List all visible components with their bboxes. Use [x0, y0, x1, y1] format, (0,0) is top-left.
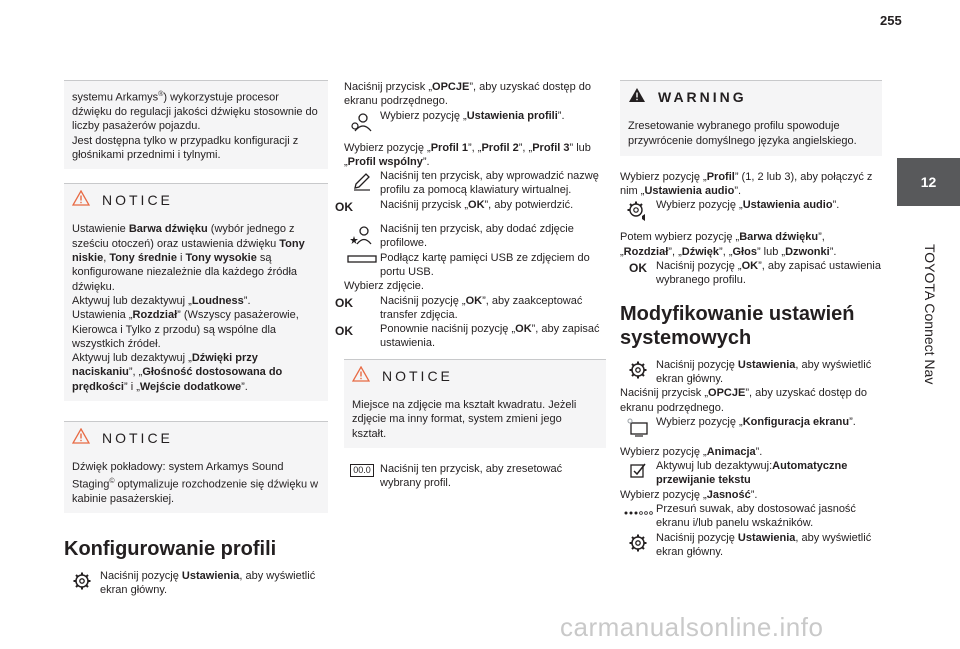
step-settings: Naciśnij pozycję Ustawienia, aby wyświetlić ekran główny.	[64, 569, 328, 598]
chapter-side-label: TOYOTA Connect Nav	[922, 243, 938, 385]
step-settings: Naciśnij pozycję Ustawienia, aby wyświetlić ekran główny.	[620, 358, 882, 387]
step-profile-settings: Wybierz pozycję „Ustawienia profili”.	[344, 109, 606, 133]
step-ok-transfer: OK Naciśnij pozycję „OK”, aby zaakceptować transfer zdjęcia.	[335, 294, 583, 321]
add-photo-icon	[344, 222, 380, 246]
step-settings-home: Naciśnij pozycję Ustawienia, aby wyświetlić ekran główny.	[620, 531, 882, 560]
warning-title: WARNING	[658, 89, 747, 105]
pencil-icon	[344, 169, 380, 191]
warning-triangle-icon	[628, 87, 646, 107]
gear-icon	[620, 358, 656, 380]
notice-box-2: NOTICE Dźwięk pokładowy: system Arkamys Sound Staging© optymalizuje rozchodzenie się dźwięku w kabinie pasażerskiej.	[64, 421, 328, 513]
step-usb: Podłącz kartę pamięci USB ze zdjęciem do portu USB.	[344, 251, 606, 280]
step-ok-save-profile: OK Naciśnij pozycję „OK”, aby zapisać ustawienia wybranego profilu.	[629, 260, 881, 287]
warning-triangle-icon	[352, 366, 370, 386]
chapter-tab[interactable]: 12	[897, 158, 960, 206]
step-audio-settings: Wybierz pozycję „Ustawienia audio”.	[620, 198, 882, 222]
notice-title: NOTICE	[382, 367, 453, 384]
intro-box: systemu Arkamys®) wykorzystuje procesor dźwięku do regulacji jakości dźwięku stosownie do liczby pasażerów pojazdu. Jest dostępna tylko w przypadku konfiguracji z głośnikami przednimi i tylnymi.	[64, 80, 328, 169]
step-screen-config: Wybierz pozycję „Konfiguracja ekranu”.	[620, 415, 882, 437]
profile-settings-icon	[344, 109, 380, 133]
step-ok-confirm: OK Naciśnij przycisk „OK”, aby potwierdzić.	[335, 198, 574, 214]
reset-icon: 00.0	[350, 464, 374, 477]
step-brightness: Przesuń suwak, aby dostosować jasność ekranu i/lub panelu wskaźników.	[620, 502, 882, 531]
step-auto-scroll: Aktywuj lub dezaktywuj:Automatyczne przewijanie tekstu	[620, 459, 882, 488]
usb-card-icon	[344, 251, 380, 265]
warning-triangle-icon	[72, 428, 90, 448]
step-reset-profile: 00.0 Naciśnij ten przycisk, aby zresetować wybrany profil.	[344, 462, 606, 491]
watermark: carmanualsonline.info	[560, 612, 824, 642]
ok-button-icon: OK	[335, 324, 353, 339]
column-2: Naciśnij przycisk „OPCJE”, aby uzyskać dostęp do ekranu podrzędnego. Wybierz pozycję „Ustawienia profili”. Wybierz pozycję „Profil 1”, „Profil 2”, „Profil 3” lub „Profil wspólny”. Naciśnij ten przycisk, aby wprowadzić nazwę profilu za pomocą klawiatury wirtualnej. OK Naciśnij przycisk „OK”, aby potwierdzić. Naciśnij ten przycisk, aby dodać zdjęcie profilowe. Podłącz kartę pamięci USB ze zdjęciem do portu USB. Wybierz zdjęcie. OK Naciśnij pozycję „OK”, aby zaakceptować transfer zdjęcia. OK Ponownie naciśnij pozycję „OK”, aby zapisać ustawienia. NOTICE Miejsce na zdjęcie ma kształt kwadratu. Jeżeli zdjęcie ma inny format, system zmieni jego kształt. 00.0 Naciśnij ten przycisk, aby zresetować wybrany profil.	[344, 80, 606, 491]
notice-title: NOTICE	[102, 192, 173, 209]
gear-icon	[620, 531, 656, 553]
column-3: WARNING Zresetowanie wybranego profilu spowoduje przywrócenie domyślnego języka angielskiego. Wybierz pozycję „Profil” (1, 2 lub 3), aby połączyć z nim „Ustawienia audio”. Wybierz pozycję „Ustawienia audio”. Potem wybierz pozycję „Barwa dźwięku”, „Rozdział”, „Dźwięk”, „Głos” lub „Dzwonki”. OK Naciśnij pozycję „OK”, aby zapisać ustawienia wybranego profilu. Modyfikowanie ustawień systemowych Naciśnij pozycję Ustawienia, aby wyświetlić ekran główny. Naciśnij przycisk „OPCJE”, aby uzyskać dostęp do ekranu podrzędnego. Wybierz pozycję „Konfiguracja ekranu”. Wybierz pozycję „Animacja”. Aktywuj lub dezaktywuj:Automatyczne przewijanie tekstu Wybierz pozycję „Jasność”. Przesuń suwak, aby dostosować jasność ekranu i/lub panelu wskaźników. Naciśnij pozycję Ustawienia, aby wyświetlić ekran główny.	[620, 80, 882, 559]
checkbox-icon	[620, 459, 656, 479]
brightness-slider-icon	[620, 502, 656, 518]
section-heading-profiles: Konfigurowanie profili	[64, 537, 277, 560]
warning-box: WARNING Zresetowanie wybranego profilu spowoduje przywrócenie domyślnego języka angielskiego.	[620, 80, 882, 156]
ok-button-icon: OK	[335, 295, 353, 310]
ok-button-icon: OK	[335, 199, 353, 214]
audio-settings-icon	[620, 198, 656, 222]
screen-config-icon	[620, 415, 656, 437]
page-number: 255	[880, 13, 902, 28]
column-1	[64, 80, 328, 597]
step-edit-name: Naciśnij ten przycisk, aby wprowadzić nazwę profilu za pomocą klawiatury wirtualnej.	[344, 169, 606, 198]
step-ok-save: OK Ponownie naciśnij pozycję „OK”, aby zapisać ustawienia.	[335, 323, 600, 350]
section-heading-system: Modyfikowanie ustawień systemowych	[620, 302, 855, 349]
notice-box-1: NOTICE Ustawienie Barwa dźwięku (wybór jednego z sześciu otoczeń) oraz ustawienia dźwięku Tony niskie, Tony średnie i Tony wysokie są konfigurowane niezależnie dla każdego źródła dźwięku. Aktywuj lub dezaktywuj „Loudness”. Ustawienia „Rozdział” (Wszyscy pasażerowie, Kierowca i Tylko z przodu) są wspólne dla wszystkich źródeł. Aktywuj lub dezaktywuj „Dźwięki przy naciskaniu”, „Głośność dostosowana do prędkości” i „Wejście dodatkowe”.	[64, 183, 328, 401]
notice-title: NOTICE	[102, 430, 173, 446]
notice-box-3: NOTICE Miejsce na zdjęcie ma kształt kwadratu. Jeżeli zdjęcie ma inny format, system zmieni jego kształt.	[344, 359, 606, 448]
gear-icon	[64, 569, 100, 591]
step-add-photo: Naciśnij ten przycisk, aby dodać zdjęcie profilowe.	[344, 222, 606, 251]
warning-triangle-icon	[72, 190, 90, 210]
ok-button-icon: OK	[629, 261, 647, 276]
